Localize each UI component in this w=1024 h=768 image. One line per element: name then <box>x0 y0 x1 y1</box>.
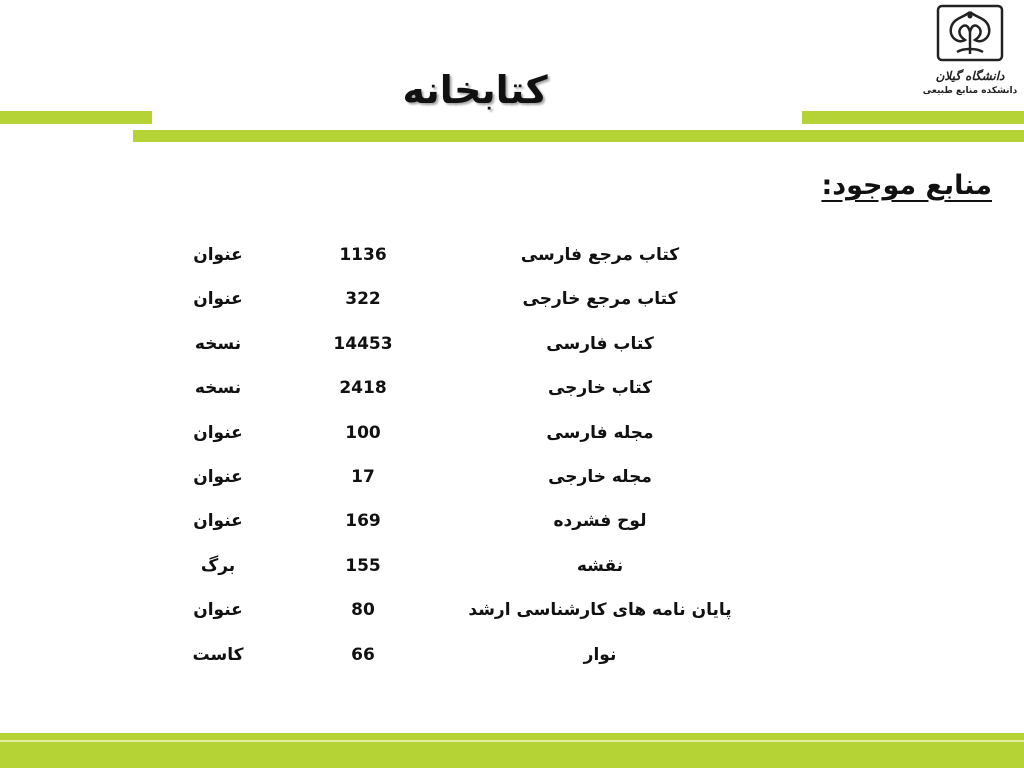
resource-count: 100 <box>345 422 381 443</box>
table-row <box>0 645 1024 689</box>
resource-unit: عنوان <box>193 600 243 621</box>
resource-count: 155 <box>345 555 381 576</box>
resource-name: لوح فشرده <box>553 511 647 532</box>
page-title: کتابخانه <box>402 68 548 112</box>
resource-name: نقشه <box>576 555 624 576</box>
accent-bar-bottom-line <box>0 740 1024 742</box>
resource-count: 322 <box>345 289 381 310</box>
resource-unit: عنوان <box>193 422 243 443</box>
resource-count: 169 <box>345 511 381 532</box>
resource-count: 17 <box>351 466 375 487</box>
resource-unit: برگ <box>200 555 236 576</box>
university-logo <box>920 4 1020 110</box>
accent-bar-top-right <box>802 111 1024 124</box>
faculty-name: دانشکده منابع طبیعی <box>922 86 1018 96</box>
resource-count: 80 <box>351 600 375 621</box>
accent-bar-bottom <box>0 733 1024 768</box>
resource-count: 2418 <box>339 378 387 399</box>
accent-bar-under-title <box>133 130 1024 142</box>
resource-name: کتاب خارجی <box>547 378 653 399</box>
resource-unit: عنوان <box>193 511 243 532</box>
section-heading: منابع موجود: <box>821 170 992 201</box>
table-row <box>0 467 1024 511</box>
table-row <box>0 556 1024 600</box>
resource-unit: نسخه <box>194 333 242 354</box>
table-row <box>0 511 1024 555</box>
table-row <box>0 334 1024 378</box>
resource-count: 1136 <box>339 245 387 265</box>
table-row <box>0 600 1024 644</box>
accent-bar-top-left <box>0 111 152 124</box>
resource-count: 14453 <box>333 333 393 354</box>
table-row <box>0 378 1024 422</box>
resource-unit: عنوان <box>193 466 243 487</box>
resource-name: کتاب فارسی <box>546 333 654 354</box>
resource-count: 66 <box>351 644 375 665</box>
table-row <box>0 423 1024 467</box>
resource-unit: عنوان <box>193 245 243 265</box>
resource-name: پایان نامه های کارشناسی ارشد <box>468 600 732 621</box>
table-row <box>0 245 1024 289</box>
resource-name: کتاب مرجع فارسی <box>520 245 680 265</box>
resource-unit: عنوان <box>193 289 243 310</box>
resource-unit: کاست <box>192 644 244 665</box>
resource-name: نوار <box>583 644 617 665</box>
table-row <box>0 289 1024 333</box>
resource-name: مجله خارجی <box>548 466 652 487</box>
resource-name: کتاب مرجع خارجی <box>522 289 678 310</box>
resource-name: مجله فارسی <box>546 422 654 443</box>
university-name: دانشگاه گیلان <box>935 69 1005 83</box>
university-emblem-icon <box>935 4 1005 62</box>
resource-unit: نسخه <box>194 378 242 399</box>
resources-table <box>0 245 1024 689</box>
